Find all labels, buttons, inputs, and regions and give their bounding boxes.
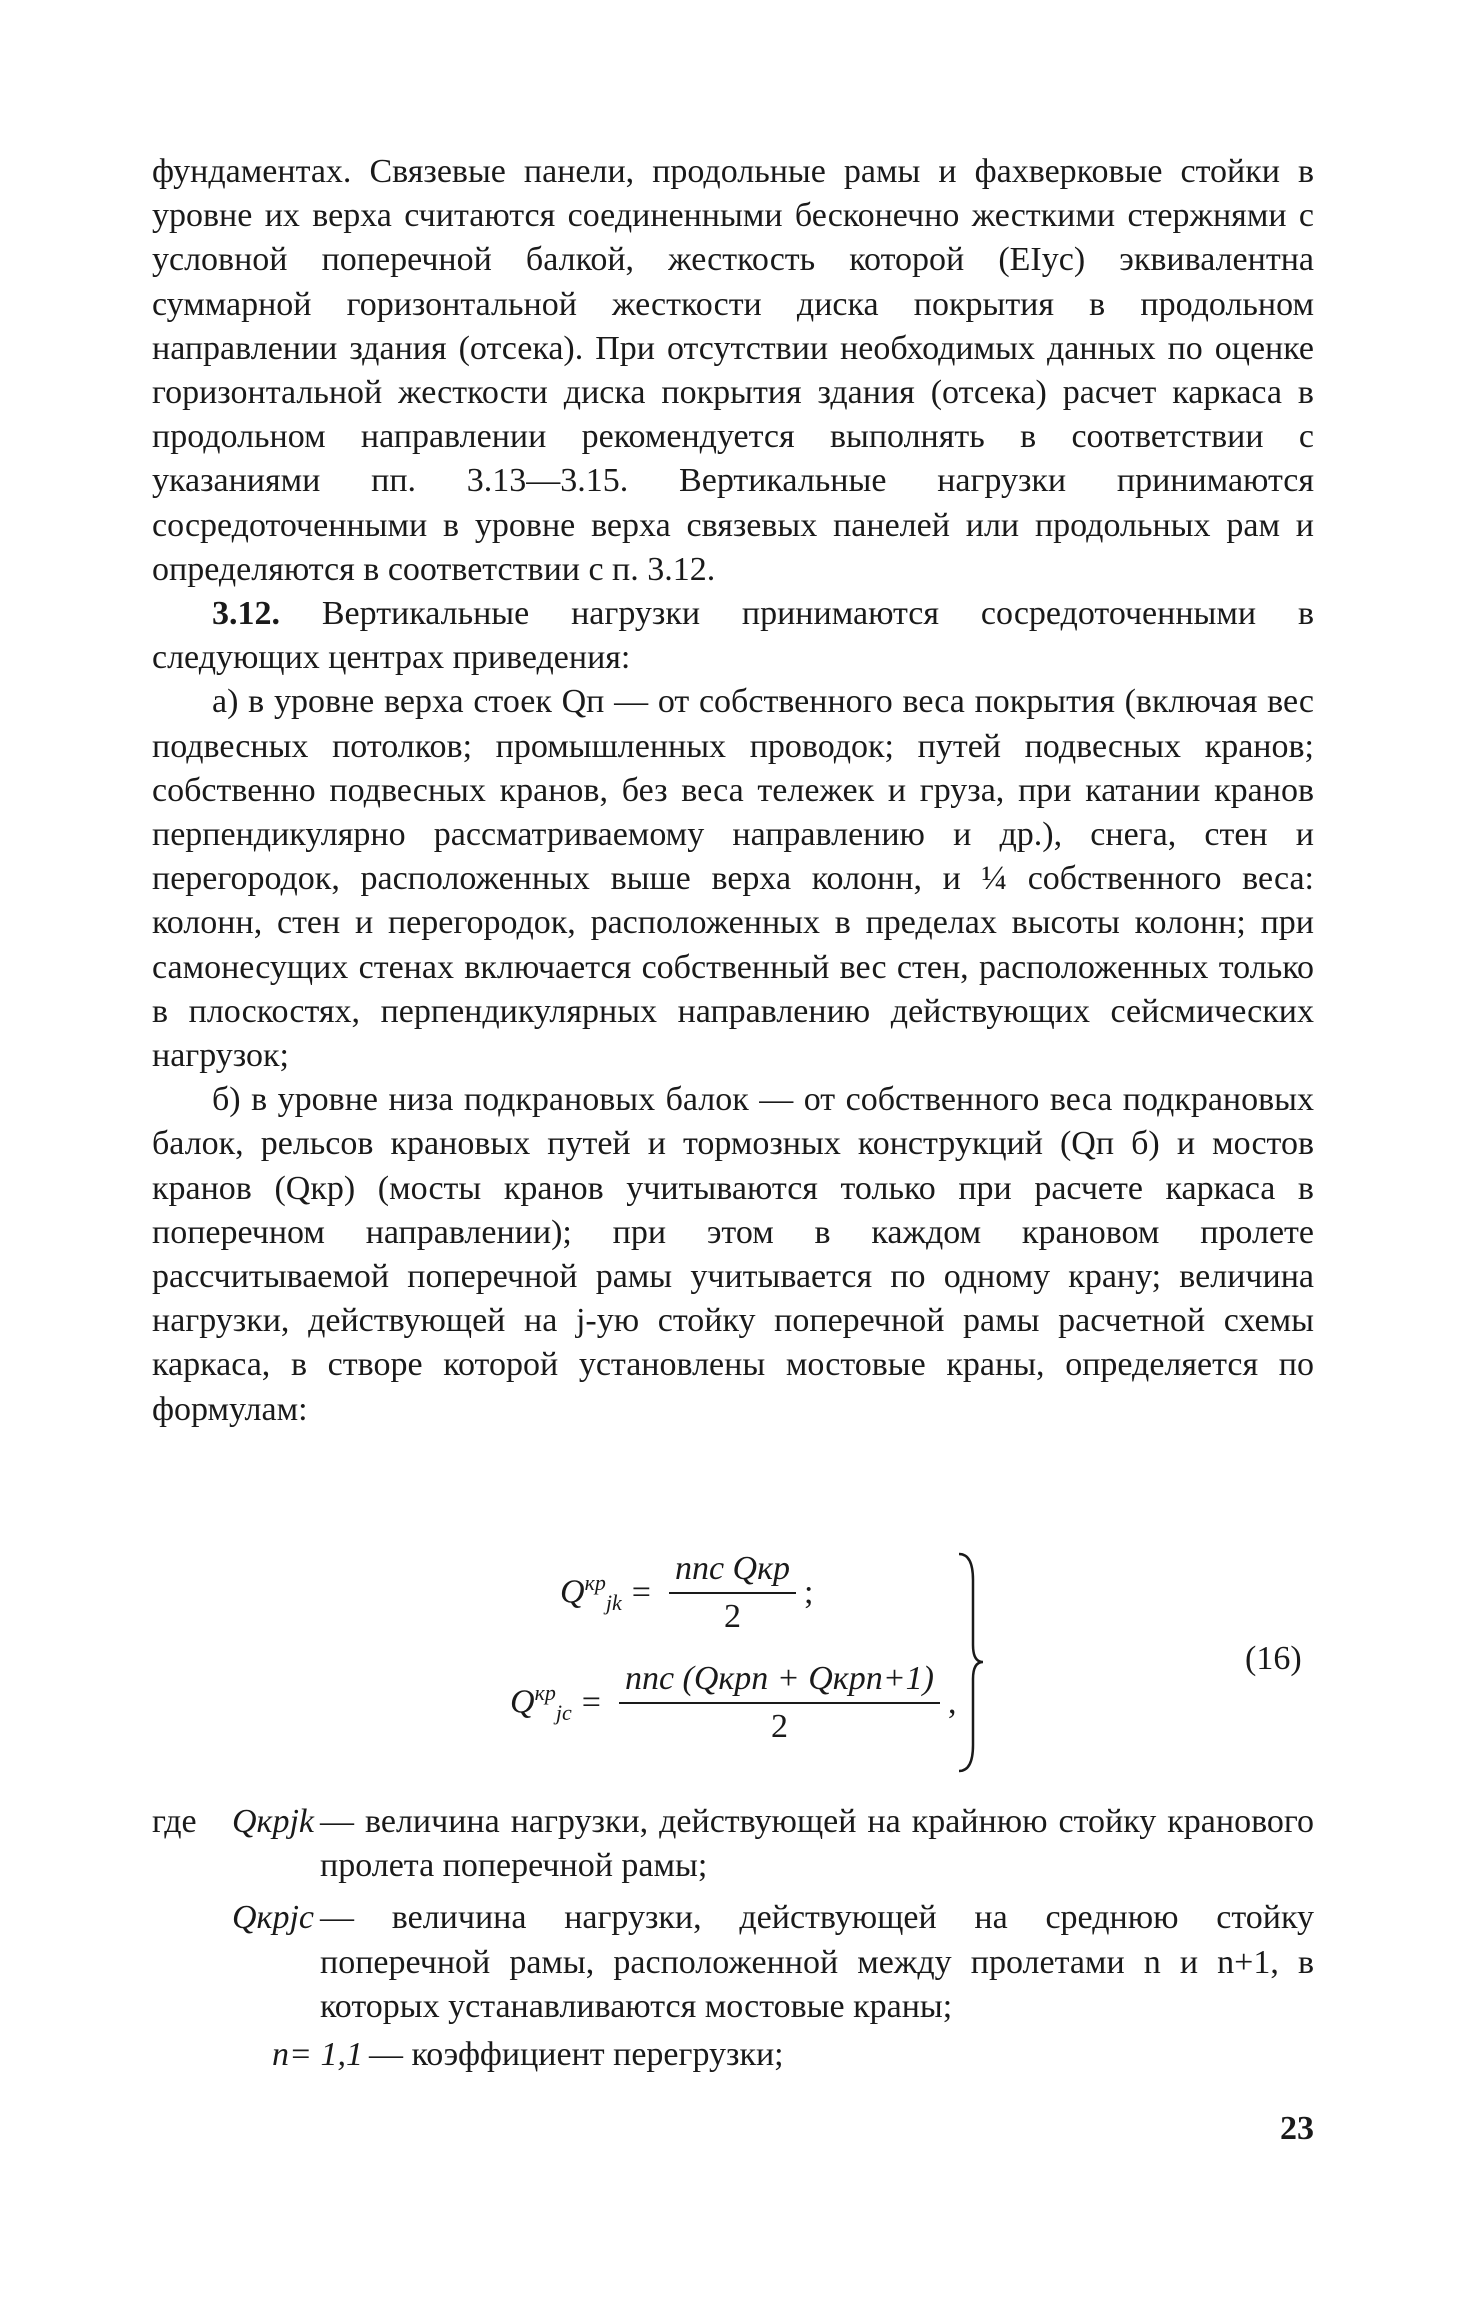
fraction-2-denominator: 2 bbox=[770, 1708, 788, 1745]
formula-separator-2: , bbox=[947, 1684, 957, 1721]
fraction-1-denominator: 2 bbox=[723, 1598, 741, 1635]
paragraph-3-12 bbox=[152, 592, 1314, 680]
fraction-2 bbox=[619, 1660, 940, 1746]
formula-line-1: $Q^{кр}_{jk}$ = $\frac{\text{nnc Qкр}}{2}$ ; bbox=[560, 1550, 814, 1635]
definition-1-text: — величина нагрузки, действующей на крайнюю стойку кранового пролета поперечной рамы; bbox=[320, 1803, 1314, 1885]
where-label: где bbox=[152, 1803, 197, 1840]
section-number: 3.12. bbox=[212, 595, 280, 633]
definition-3-text: — коэффициент перегрузки; bbox=[368, 2036, 784, 2074]
equation-number: (16) bbox=[1245, 1640, 1302, 1677]
definition-2-term: Qкрjc bbox=[232, 1899, 314, 1937]
definition-2 bbox=[152, 1896, 1314, 2029]
definition-1 bbox=[152, 1800, 1314, 1888]
definition-3-term: n= 1,1 bbox=[272, 2036, 363, 2074]
paragraph-b: б) в уровне низа подкрановых балок — от собственного веса подкрановых балок, рельсов крановых путей и тормозных конструкций (Qп б) и мостов кранов (Qкр) (мосты кранов учитываются только при расчете каркаса в поперечном направлении); при этом в каждом крановом пролете рассчитываемой поперечной рамы учитывается по одному крану; величина нагрузки, действующей на j-ую стойку поперечной рамы расчетной схемы каркаса, в створе которой установлены мостовые краны, определяется по формулам: bbox=[152, 1081, 1314, 1428]
formula-lhs-1: $Q^{кр}_{jk}$ bbox=[560, 1569, 622, 1616]
definition-1-term: Qкрjk bbox=[232, 1803, 314, 1840]
right-brace-icon bbox=[955, 1550, 985, 1775]
fraction-1-numerator: nnc Qкр bbox=[669, 1550, 796, 1594]
page-number: 23 bbox=[1280, 2110, 1314, 2147]
formula-separator-1: ; bbox=[804, 1574, 814, 1611]
paragraph-3-12-text: Вертикальные нагрузки принимаются сосредоточенными в следующих центрах приведения: bbox=[152, 595, 1314, 677]
fraction-1 bbox=[669, 1550, 796, 1636]
paragraph-1: фундаментах. Связевые панели, продольные рамы и фахверковые стойки в уровне их верха считаются соединенными бесконечно жесткими стержнями с условной поперечной балкой, жесткость которой (EIус) эквивалентна суммарной горизонтальной жесткости диска покрытия в продольном направлении здания (отсека). При отсутствии необходимых данных по оценке горизонтальной жесткости диска покрытия здания (отсека) расчет каркаса в продольном направлении рекомендуется выполнять в соответствии с указаниями пп. 3.13—3.15. Вертикальные нагрузки принимаются сосредоточенными в уровне верха связевых панелей или продольных рам и определяются в соответствии с п. 3.12. bbox=[152, 153, 1314, 588]
definition-2-text: — величина нагрузки, действующей на среднюю стойку поперечной рамы, расположенной между пролетами n и n+1, в которых устанавливаются мостовые краны; bbox=[320, 1899, 1314, 2025]
definition-3 bbox=[152, 2033, 1314, 2077]
formula-lhs-2: $Q^{кр}_{jc}$ bbox=[510, 1679, 572, 1726]
paragraph-a: а) в уровне верха стоек Qп — от собственного веса покрытия (включая вес подвесных потолков; промышленных проводок; путей подвесных кранов; собственно подвесных кранов, без веса тележек и груза, при катании кранов перпендикулярно рассматриваемому направлению и др.), снега, стен и перегородок, расположенных выше верха колонн, и ¼ собственного веса: колонн, стен и перегородок, расположенных в пределах высоты колонн; при самонесущих стенах включается собственный вес стен, расположенных только в плоскостях, перпендикулярных направлению действующих сейсмических нагрузок; bbox=[152, 683, 1314, 1075]
formula-16 bbox=[480, 1550, 1340, 1780]
body-text bbox=[152, 150, 1314, 1432]
fraction-2-numerator: nnc (Qкрn + Qкрn+1) bbox=[619, 1660, 940, 1704]
definitions-list bbox=[152, 1800, 1314, 2077]
formula-line-2: $Q^{кр}_{jc}$ = $\frac{\text{nnc (Qкрn + Qкрn+1)}}{2}$ , bbox=[510, 1660, 957, 1745]
